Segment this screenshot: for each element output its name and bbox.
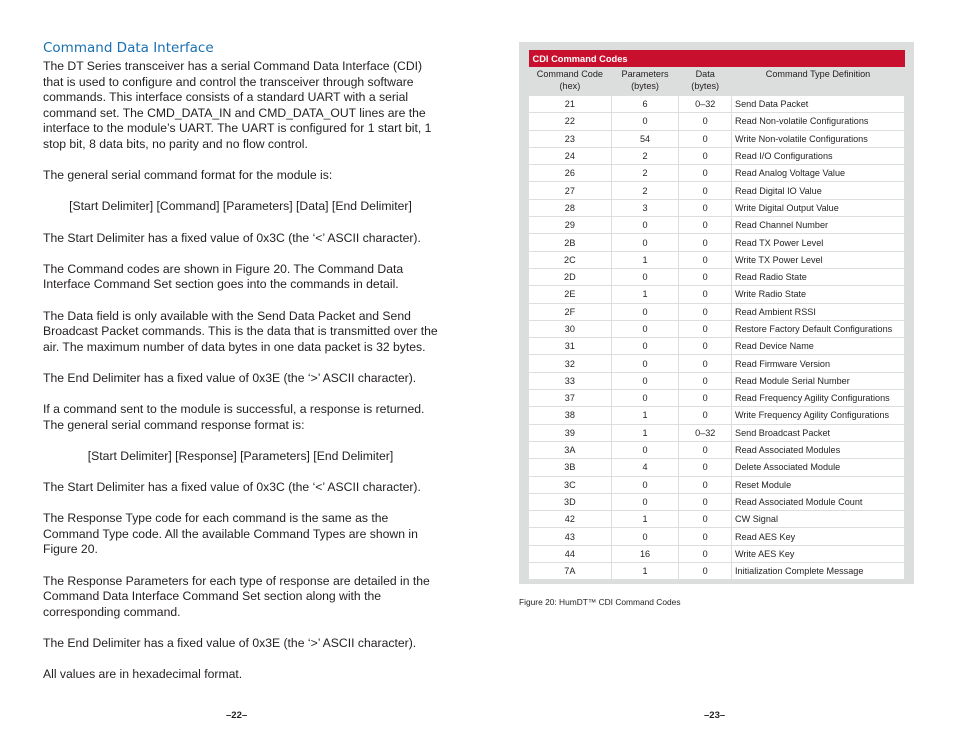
cell-data: 0–32 — [679, 424, 732, 441]
cell-data: 0 — [679, 390, 732, 407]
cell-parameters: 0 — [611, 390, 679, 407]
paragraph-response-end-delimiter: The End Delimiter has a fixed value of 0x3E (the ‘>’ ASCII character). — [43, 635, 417, 650]
column-header-line: (hex) — [559, 80, 581, 91]
column-header-line: Command Type Definition — [765, 69, 871, 79]
paragraph-hex-note: All values are in hexadecimal format. — [43, 667, 243, 682]
cell-definition: Restore Factory Default Configurations — [732, 320, 905, 337]
table-row — [529, 528, 905, 545]
table-row — [529, 130, 905, 147]
cell-definition: Send Broadcast Packet — [732, 424, 905, 441]
cell-definition: Read Non-volatile Configurations — [732, 113, 905, 130]
page-number-left: –22– — [226, 710, 248, 721]
cell-definition: Read Radio State — [732, 268, 905, 285]
cell-definition: Read TX Power Level — [732, 234, 905, 251]
cell-parameters: 0 — [611, 303, 679, 320]
table-title: CDI Command Codes — [529, 50, 905, 67]
cell-parameters: 0 — [611, 528, 679, 545]
cell-parameters: 1 — [611, 563, 679, 580]
cell-data: 0–32 — [679, 96, 732, 113]
cell-data: 0 — [679, 563, 732, 580]
column-header-line: Command Code — [536, 69, 603, 79]
cell-data: 0 — [679, 459, 732, 476]
table-row — [529, 199, 905, 216]
cell-command-code: 33 — [529, 372, 612, 389]
page-number-right: –23– — [704, 710, 726, 721]
table-row — [529, 234, 905, 251]
cell-definition: Read Firmware Version — [732, 355, 905, 372]
cell-data: 0 — [679, 286, 732, 303]
table-row — [529, 459, 905, 476]
paragraph-response-type: The Response Type code for each command is the same as the Command Type code. All the available Command Types are shown in Figure 20. — [43, 511, 418, 557]
cell-parameters: 0 — [611, 320, 679, 337]
cell-data: 0 — [679, 113, 732, 130]
cell-command-code: 2D — [529, 268, 612, 285]
table-row — [529, 493, 905, 510]
table-row — [529, 286, 905, 303]
table-row — [529, 441, 905, 458]
cell-command-code: 3B — [529, 459, 612, 476]
column-header-line: Parameters — [621, 69, 669, 79]
cell-data: 0 — [679, 165, 732, 182]
table-row — [529, 390, 905, 407]
cdi-command-table — [528, 50, 905, 580]
paragraph-data-field: The Data field is only available with the Send Data Packet and Send Broadcast Packet commands. This is the data that is transmitted over the air. The maximum number of data bytes in one data packet is 32 bytes. — [43, 308, 438, 354]
cell-definition: Write Non-volatile Configurations — [732, 130, 905, 147]
cell-definition: Write AES Key — [732, 545, 905, 562]
cell-command-code: 3A — [529, 441, 612, 458]
cell-definition: Read Channel Number — [732, 217, 905, 234]
cell-definition: Read Device Name — [732, 338, 905, 355]
table-row — [529, 268, 905, 285]
table-row — [529, 217, 905, 234]
cell-parameters: 1 — [611, 286, 679, 303]
cell-data: 0 — [679, 234, 732, 251]
table-row — [529, 511, 905, 528]
cell-definition: Read Digital IO Value — [732, 182, 905, 199]
paragraph-intro: The DT Series transceiver has a serial Command Data Interface (CDI) that is used to configure and control the transceiver through software commands. This interface consists of a standard UART with a serial command set. The CMD_DATA_IN and CMD_DATA_OUT lines are the interface to the module’s UART. The UART is configured for 1 start bit, 1 stop bit, 8 data bits, no parity and no flow control. — [43, 59, 432, 151]
cell-data: 0 — [679, 441, 732, 458]
cell-data: 0 — [679, 251, 732, 268]
cell-data: 0 — [679, 303, 732, 320]
cell-definition: Read Frequency Agility Configurations — [732, 390, 905, 407]
cell-command-code: 24 — [529, 147, 612, 164]
table-row — [529, 355, 905, 372]
cell-data: 0 — [679, 493, 732, 510]
cell-parameters: 3 — [611, 199, 679, 216]
cell-command-code: 32 — [529, 355, 612, 372]
cell-command-code: 27 — [529, 182, 612, 199]
cell-definition: CW Signal — [732, 511, 905, 528]
figure-caption: Figure 20: HumDT™ CDI Command Codes — [519, 597, 681, 607]
table-row — [529, 320, 905, 337]
command-format-line: [Start Delimiter] [Command] [Parameters] [Data] [End Delimiter] — [69, 199, 412, 214]
paragraph-response-start-delimiter: The Start Delimiter has a fixed value of 0x3C (the ‘<’ ASCII character). — [43, 480, 421, 495]
cell-parameters: 0 — [611, 113, 679, 130]
cell-data: 0 — [679, 545, 732, 562]
table-body — [529, 96, 905, 580]
cell-data: 0 — [679, 407, 732, 424]
cell-parameters: 2 — [611, 165, 679, 182]
cdi-command-table-panel — [519, 42, 914, 584]
cell-data: 0 — [679, 476, 732, 493]
table-row — [529, 476, 905, 493]
cell-data: 0 — [679, 511, 732, 528]
cell-command-code: 26 — [529, 165, 612, 182]
cell-data: 0 — [679, 372, 732, 389]
table-row — [529, 251, 905, 268]
cell-data: 0 — [679, 130, 732, 147]
left-page — [43, 40, 438, 683]
cell-parameters: 1 — [611, 407, 679, 424]
cell-data: 0 — [679, 217, 732, 234]
cell-parameters: 1 — [611, 424, 679, 441]
cell-data: 0 — [679, 199, 732, 216]
cell-parameters: 1 — [611, 511, 679, 528]
table-row — [529, 113, 905, 130]
cell-data: 0 — [679, 355, 732, 372]
cell-definition: Write Frequency Agility Configurations — [732, 407, 905, 424]
cell-definition: Write Radio State — [732, 286, 905, 303]
cell-command-code: 43 — [529, 528, 612, 545]
column-header-data — [679, 67, 732, 96]
cell-command-code: 31 — [529, 338, 612, 355]
cell-definition: Read AES Key — [732, 528, 905, 545]
table-row — [529, 372, 905, 389]
cell-command-code: 37 — [529, 390, 612, 407]
cell-command-code: 2C — [529, 251, 612, 268]
cell-parameters: 16 — [611, 545, 679, 562]
cell-data: 0 — [679, 182, 732, 199]
cell-definition: Write Digital Output Value — [732, 199, 905, 216]
cell-parameters: 0 — [611, 217, 679, 234]
cell-command-code: 30 — [529, 320, 612, 337]
cell-parameters: 0 — [611, 372, 679, 389]
column-header-command-code — [529, 67, 612, 96]
paragraph-command-format-intro: The general serial command format for the module is: — [43, 168, 333, 183]
response-format-line: [Start Delimiter] [Response] [Parameters] [End Delimiter] — [87, 448, 394, 463]
section-heading: Command Data Interface — [43, 40, 214, 56]
cell-command-code: 2F — [529, 303, 612, 320]
cell-parameters: 0 — [611, 441, 679, 458]
cell-data: 0 — [679, 338, 732, 355]
cell-definition: Read Module Serial Number — [732, 372, 905, 389]
table-row — [529, 96, 905, 113]
cell-parameters: 2 — [611, 182, 679, 199]
column-header-line: Data — [695, 69, 715, 79]
column-header-line: (bytes) — [631, 80, 659, 91]
cell-definition: Send Data Packet — [732, 96, 905, 113]
cell-command-code: 7A — [529, 563, 612, 580]
cell-parameters: 2 — [611, 147, 679, 164]
cell-command-code: 3D — [529, 493, 612, 510]
cell-definition: Read Ambient RSSI — [732, 303, 905, 320]
column-header-definition — [732, 67, 905, 96]
cell-command-code: 42 — [529, 511, 612, 528]
table-row — [529, 338, 905, 355]
table-row — [529, 563, 905, 580]
cell-parameters: 0 — [611, 268, 679, 285]
table-row — [529, 147, 905, 164]
paragraph-command-codes: The Command codes are shown in Figure 20. The Command Data Interface Command Set section goes into the commands in detail. — [43, 261, 404, 292]
cell-definition: Write TX Power Level — [732, 251, 905, 268]
paragraph-end-delimiter: The End Delimiter has a fixed value of 0x3E (the ‘>’ ASCII character). — [43, 370, 417, 385]
cell-command-code: 2B — [529, 234, 612, 251]
cell-parameters: 0 — [611, 493, 679, 510]
cell-parameters: 1 — [611, 251, 679, 268]
cell-command-code: 44 — [529, 545, 612, 562]
cell-definition: Read Associated Module Count — [732, 493, 905, 510]
cell-command-code: 21 — [529, 96, 612, 113]
cell-definition: Read I/O Configurations — [732, 147, 905, 164]
cell-command-code: 23 — [529, 130, 612, 147]
cell-command-code: 28 — [529, 199, 612, 216]
table-row — [529, 407, 905, 424]
cell-command-code: 38 — [529, 407, 612, 424]
cell-parameters: 6 — [611, 96, 679, 113]
cell-definition: Initialization Complete Message — [732, 563, 905, 580]
cell-parameters: 0 — [611, 476, 679, 493]
cell-command-code: 39 — [529, 424, 612, 441]
cell-parameters: 0 — [611, 338, 679, 355]
cell-data: 0 — [679, 268, 732, 285]
table-row — [529, 182, 905, 199]
column-header-line: (bytes) — [691, 80, 720, 91]
cell-command-code: 2E — [529, 286, 612, 303]
table-row — [529, 424, 905, 441]
cell-parameters: 0 — [611, 355, 679, 372]
cell-definition: Read Associated Modules — [732, 441, 905, 458]
cell-parameters: 4 — [611, 459, 679, 476]
table-row — [529, 303, 905, 320]
cell-data: 0 — [679, 528, 732, 545]
cell-definition: Reset Module — [732, 476, 905, 493]
paragraph-start-delimiter: The Start Delimiter has a fixed value of 0x3C (the ‘<’ ASCII character). — [43, 230, 421, 245]
cell-definition: Read Analog Voltage Value — [732, 165, 905, 182]
paragraph-response-intro: If a command sent to the module is successful, a response is returned. The general serial command response format is: — [43, 402, 425, 432]
cell-command-code: 29 — [529, 217, 612, 234]
cell-definition: Delete Associated Module — [732, 459, 905, 476]
cell-command-code: 3C — [529, 476, 612, 493]
cell-data: 0 — [679, 320, 732, 337]
cell-data: 0 — [679, 147, 732, 164]
cell-parameters: 54 — [611, 130, 679, 147]
table-row — [529, 165, 905, 182]
paragraph-response-parameters: The Response Parameters for each type of response are detailed in the Command Data Interface Command Set section along with the corresponding command. — [43, 573, 430, 619]
table-row — [529, 545, 905, 562]
column-header-parameters — [611, 67, 679, 96]
cell-command-code: 22 — [529, 113, 612, 130]
cell-parameters: 0 — [611, 234, 679, 251]
